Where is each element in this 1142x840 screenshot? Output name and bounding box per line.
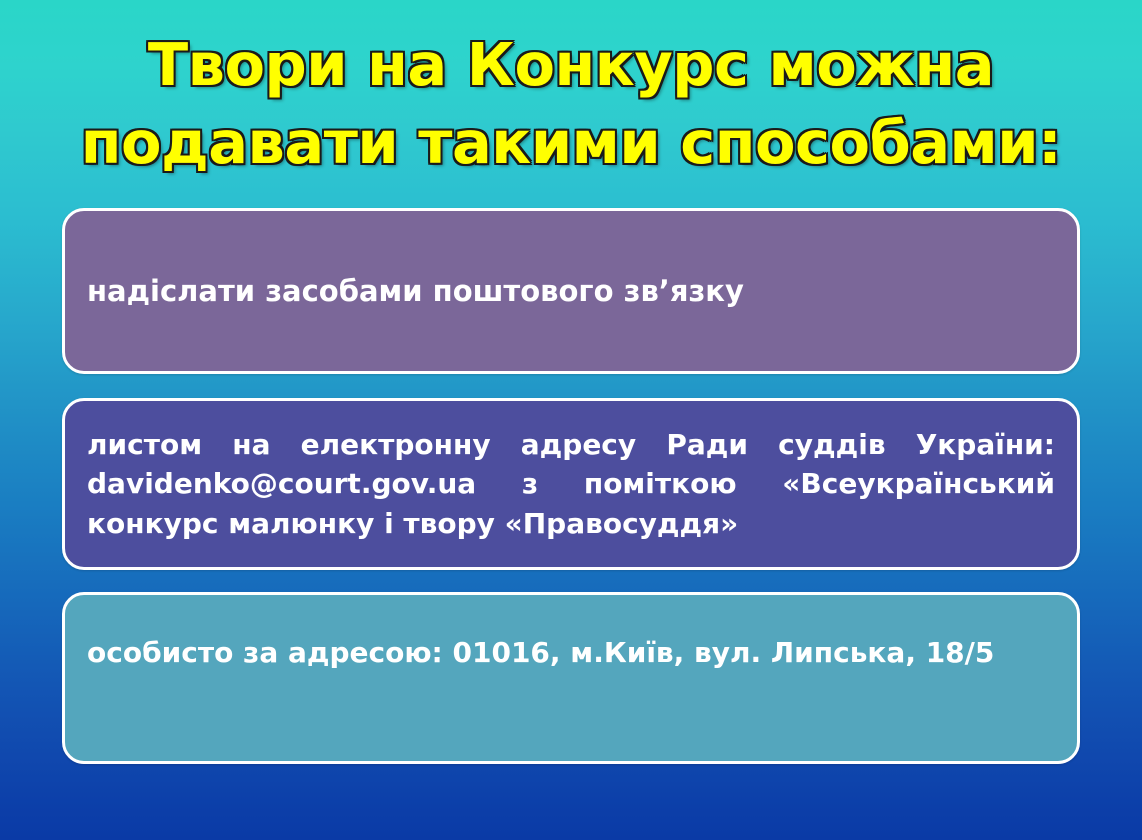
submission-method-card-postal bbox=[62, 208, 1080, 374]
submission-method-text: особисто за адресою: 01016, м.Київ, вул. Липська, 18/5 bbox=[87, 636, 995, 669]
submission-method-text: листом на електронну адресу Ради суддів України: davidenko@court.gov.ua з поміткою «Всеукраїнський конкурс малюнку і твору «Правосуддя» bbox=[87, 428, 1055, 540]
submission-method-card-email bbox=[62, 398, 1080, 570]
slide-title: Твори на Конкурс можна подавати такими способами: bbox=[80, 30, 1062, 177]
submission-method-card-in-person bbox=[62, 592, 1080, 764]
submission-method-text: надіслати засобами поштового зв’язку bbox=[87, 273, 744, 308]
